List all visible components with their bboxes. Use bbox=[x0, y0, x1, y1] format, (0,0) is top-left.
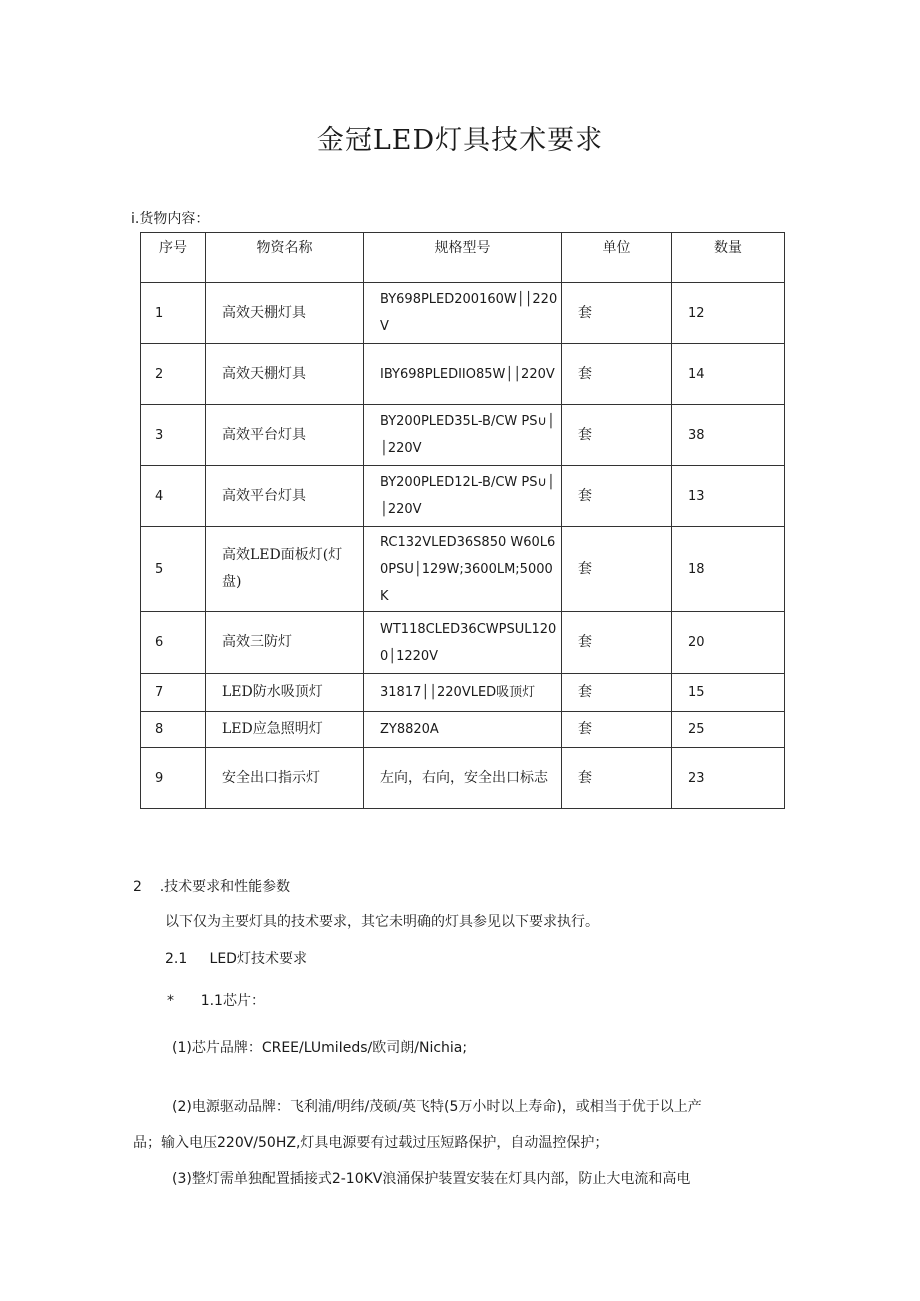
header-unit: 单位 bbox=[562, 233, 672, 283]
table-row bbox=[141, 344, 785, 405]
row-no: 1 bbox=[141, 283, 206, 344]
row-name: 高效天棚灯具 bbox=[206, 283, 364, 344]
table-row bbox=[141, 527, 785, 612]
table-row bbox=[141, 712, 785, 748]
page-title: 金冠LED灯具技术要求 bbox=[316, 125, 604, 156]
header-spec: 规格型号 bbox=[364, 233, 562, 283]
section-tech-heading: 2 .技术要求和性能参数 bbox=[133, 879, 291, 895]
table-header-row bbox=[141, 233, 785, 283]
row-unit: 套 bbox=[562, 674, 672, 712]
row-name: 高效天棚灯具 bbox=[206, 344, 364, 405]
header-qty: 数量 bbox=[672, 233, 785, 283]
header-name: 物资名称 bbox=[206, 233, 364, 283]
row-unit: 套 bbox=[562, 527, 672, 612]
chip-brand-paragraph: (1)芯片品牌：CREE/LUmiIeds∕欧司朗/Nichia; bbox=[172, 1040, 468, 1056]
power-driver-paragraph-cont: 品；输入电压220V/50HZ,灯具电源要有过载过压短路保护，自动温控保护； bbox=[133, 1135, 609, 1151]
row-spec: IBY698PLEDIIO85W││220V bbox=[364, 344, 562, 405]
row-qty: 20 bbox=[672, 612, 785, 674]
table-row bbox=[141, 466, 785, 527]
row-no: 3 bbox=[141, 405, 206, 466]
subsection-2-1: 2.1 LED灯技术要求 bbox=[165, 951, 307, 967]
row-spec: BY200PLED35L-B/CW PS∪││220V bbox=[364, 405, 562, 466]
subsection-1-1-chip: * 1.1芯片： bbox=[167, 993, 265, 1009]
row-name: LED应急照明灯 bbox=[206, 712, 364, 748]
power-driver-paragraph: (2)电源驱动品牌：飞利浦/明纬/茂硕/英飞特(5万小时以上寿命)，或相当于优于以上产 bbox=[172, 1099, 702, 1115]
row-unit: 套 bbox=[562, 405, 672, 466]
row-spec: BY200PLED12L-B/CW PS∪││220V bbox=[364, 466, 562, 527]
row-no: 2 bbox=[141, 344, 206, 405]
table-row bbox=[141, 283, 785, 344]
row-no: 4 bbox=[141, 466, 206, 527]
section-goods-heading: i.货物内容： bbox=[131, 211, 210, 227]
table-row bbox=[141, 405, 785, 466]
row-name: LED防水吸顶灯 bbox=[206, 674, 364, 712]
row-name: 安全出口指示灯 bbox=[206, 748, 364, 809]
row-qty: 38 bbox=[672, 405, 785, 466]
row-unit: 套 bbox=[562, 344, 672, 405]
row-name: 高效LED面板灯(灯盘) bbox=[206, 527, 364, 612]
row-name: 高效平台灯具 bbox=[206, 466, 364, 527]
row-spec: BY698PLED200160W││220V bbox=[364, 283, 562, 344]
row-no: 6 bbox=[141, 612, 206, 674]
row-qty: 15 bbox=[672, 674, 785, 712]
row-spec: 31817││220VLED吸顶灯 bbox=[364, 674, 562, 712]
row-unit: 套 bbox=[562, 466, 672, 527]
row-no: 7 bbox=[141, 674, 206, 712]
row-qty: 14 bbox=[672, 344, 785, 405]
table-row bbox=[141, 748, 785, 809]
row-spec: WT118CLED36CWPSUL1200│1220V bbox=[364, 612, 562, 674]
row-unit: 套 bbox=[562, 283, 672, 344]
row-qty: 12 bbox=[672, 283, 785, 344]
row-no: 5 bbox=[141, 527, 206, 612]
intro-paragraph: 以下仅为主要灯具的技术要求，其它未明确的灯具参见以下要求执行。 bbox=[165, 914, 599, 930]
row-spec: ZY8820A bbox=[364, 712, 562, 748]
goods-table bbox=[140, 232, 785, 809]
row-unit: 套 bbox=[562, 712, 672, 748]
row-no: 9 bbox=[141, 748, 206, 809]
row-name: 高效三防灯 bbox=[206, 612, 364, 674]
row-spec: RC132VLED36S850 W60L60PSU│129W;3600LM;5000K bbox=[364, 527, 562, 612]
row-qty: 13 bbox=[672, 466, 785, 527]
row-unit: 套 bbox=[562, 612, 672, 674]
row-qty: 25 bbox=[672, 712, 785, 748]
header-no: 序号 bbox=[141, 233, 206, 283]
row-spec: 左向，右向，安全出口标志 bbox=[364, 748, 562, 809]
row-unit: 套 bbox=[562, 748, 672, 809]
row-name: 高效平台灯具 bbox=[206, 405, 364, 466]
table-row bbox=[141, 674, 785, 712]
row-no: 8 bbox=[141, 712, 206, 748]
row-qty: 18 bbox=[672, 527, 785, 612]
table-row bbox=[141, 612, 785, 674]
row-qty: 23 bbox=[672, 748, 785, 809]
surge-protection-paragraph: (3)整灯需单独配置插接式2-10KV浪涌保护装置安装在灯具内部，防止大电流和高电 bbox=[172, 1171, 691, 1187]
